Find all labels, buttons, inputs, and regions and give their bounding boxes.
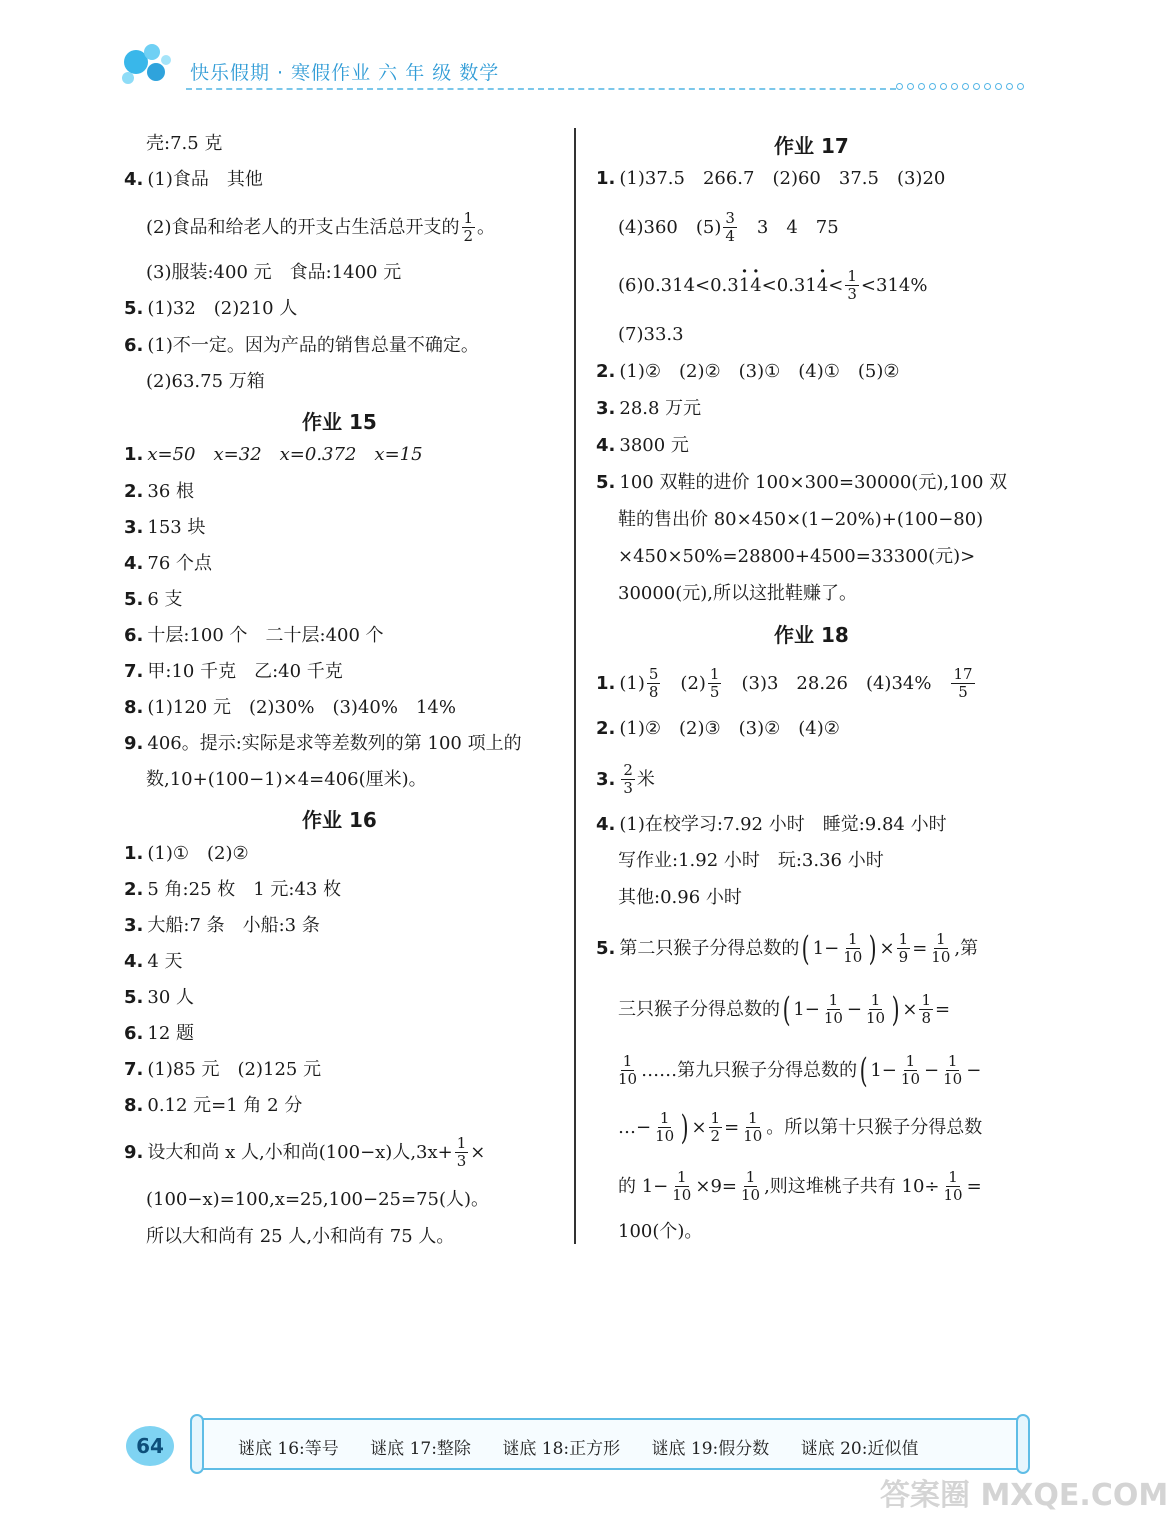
answer-line: 2. 36 根 [124, 481, 195, 502]
answer-line: (7)33.3 [618, 324, 684, 345]
answer-line: 100(个)。 [618, 1221, 703, 1242]
answer-line: 写作业:1.92 小时 玩:3.36 小时 [618, 850, 884, 871]
fraction: $\frac{1}{3}$ [456, 1134, 467, 1170]
answer-line: (6)0.314<0.3 · 1 · 4 <0.31 · 4 < 1 3 <314% [618, 268, 927, 303]
answer-line: 3. 2 3 米 [596, 761, 655, 797]
header-dots [896, 83, 1024, 90]
answer-line: 鞋的售出价 80×450×(1−20%)+(100−80) [618, 509, 984, 530]
bubbles-logo-icon [116, 40, 176, 88]
answer-line: 3. 28.8 万元 [596, 398, 702, 419]
fraction: $\frac{1}{10}$ [943, 1052, 963, 1088]
answer-line: 其他:0.96 小时 [618, 887, 742, 908]
answer-line: 4. 76 个点 [124, 553, 213, 574]
fraction: $\frac{1}{10}$ [743, 1109, 763, 1145]
column-divider [574, 128, 576, 1244]
riddle-answers [238, 1434, 944, 1459]
answer-line: 5. 第二只猴子分得总数的 ( 1− $\frac{1}{10}$ ) × $\frac{1}{9}$ = $\frac{1}{10}$ ,第 [596, 928, 979, 969]
answer-line: 1. (1) 5 8 (2) 1 5 (3)3 28.26 (4)34% 17 5 [596, 665, 973, 701]
answer-line: 30000(元),所以这批鞋赚了。 [618, 583, 858, 604]
fraction: $\frac{1}{10}$ [823, 991, 843, 1027]
fraction: 2 3 [623, 761, 633, 797]
header-title: 快乐假期 · 寒假作业 六 年 级 数学 [190, 62, 500, 84]
answer-line: 6. 十层:100 个 二十层:400 个 [124, 625, 384, 646]
section-heading-17: 作业 17 [774, 134, 849, 158]
answer-line: (2)63.75 万箱 [146, 371, 265, 392]
fraction: 17 5 [953, 665, 973, 701]
answer-line: (100−x)=100,x=25,100−25=75(人)。 [146, 1189, 490, 1210]
fraction: $\frac{1}{9}$ [898, 930, 909, 966]
answer-line: 4. (1)在校学习:7.92 小时 睡觉:9.84 小时 [596, 814, 947, 835]
answer-line: 9. 设大和尚 x 人,小和尚(100−x)人,3x+ $\frac{1}{3}$ × [124, 1134, 486, 1170]
answer-line: 所以大和尚有 25 人,小和尚有 75 人。 [146, 1226, 455, 1247]
riddle-16: 谜底 16:等号 [238, 1439, 339, 1459]
fraction: 1 5 [709, 665, 720, 701]
answer-line: …− $\frac{1}{10}$ ) × $\frac{1}{2}$ = $\frac{1}{10}$ 。所以第十只猴子分得总数 [618, 1107, 983, 1148]
answer-line: 1. (1)① (2)② [124, 843, 249, 864]
answer-line: 壳:7.5 克 [146, 133, 223, 154]
fraction: 1 10 [618, 1052, 638, 1088]
fraction: $\frac{1}{10}$ [843, 930, 863, 966]
answer-line: 8. (1)120 元 (2)30% (3)40% 14% [124, 697, 456, 718]
answer-line: 2. 5 角:25 枚 1 元:43 枚 [124, 879, 342, 900]
answer-line: 5. 30 人 [124, 987, 195, 1008]
answer-line: 5. (1)32 (2)210 人 [124, 298, 298, 319]
answer-line: 5. 100 双鞋的进价 100×300=30000(元),100 双 [596, 472, 1008, 493]
riddle-18: 谜底 18:正方形 [502, 1439, 621, 1459]
answer-line: (3)服装:400 元 食品:1400 元 [146, 262, 402, 283]
fraction: 5 8 [648, 665, 659, 701]
section-heading-15: 作业 15 [302, 410, 377, 434]
scroll-left-roll [190, 1414, 204, 1474]
answer-line: 三只猴子分得总数的 ( 1− $\frac{1}{10}$ − $\frac{1}{10}$ ) × $\frac{1}{8}$ = [618, 989, 951, 1030]
fraction: $\frac{1}{2}$ [710, 1109, 721, 1145]
answer-line: (2)食品和给老人的开支占生活总开支的 1 2 。 [146, 209, 496, 245]
section-heading-18: 作业 18 [774, 623, 849, 647]
section-heading-16: 作业 16 [302, 808, 377, 832]
watermark: 答案圈 MXQE.COM [880, 1478, 1168, 1513]
answer-line: 5. 6 支 [124, 589, 183, 610]
header-divider [186, 88, 896, 90]
riddle-17: 谜底 17:整除 [370, 1439, 471, 1459]
fraction: $\frac{1}{10}$ [655, 1109, 675, 1145]
fraction: $\frac{1}{10}$ [931, 930, 951, 966]
answer-line: 8. 0.12 元=1 角 2 分 [124, 1095, 303, 1116]
answer-line: 1 10 ……第九只猴子分得总数的 ( 1− $\frac{1}{10}$ − $\frac{1}{10}$ − [618, 1050, 982, 1091]
answer-line: 4. 4 天 [124, 951, 183, 972]
fraction: $\frac{1}{8}$ [921, 991, 931, 1027]
answer-line: 3. 153 块 [124, 517, 206, 538]
fraction: $\frac{1}{10}$ [740, 1168, 761, 1204]
answer-line: 1. x=50 x=32 x=0.372 x=15 [124, 444, 423, 465]
fraction: $\frac{1}{10}$ [943, 1168, 963, 1204]
riddle-19: 谜底 19:假分数 [651, 1439, 770, 1459]
answer-line: 的 1− $\frac{1}{10}$ ×9= $\frac{1}{10}$ ,则这堆桃子共有 10÷ $\frac{1}{10}$ = [618, 1168, 982, 1204]
answer-line: 6. 12 题 [124, 1023, 195, 1044]
answer-line: (4)360 (5) 3 4 3 4 75 [618, 209, 839, 245]
page-number: 64 [126, 1426, 174, 1466]
answer-line: 4. 3800 元 [596, 435, 689, 456]
answer-line: 7. (1)85 元 (2)125 元 [124, 1059, 322, 1080]
answer-line: 7. 甲:10 千克 乙:40 千克 [124, 661, 343, 682]
fraction: $\frac{1}{10}$ [672, 1168, 692, 1204]
answer-line: 2. (1)② (2)② (3)① (4)① (5)② [596, 361, 900, 382]
answer-line: 4. (1)食品 其他 [124, 169, 263, 190]
answer-line: 6. (1)不一定。因为产品的销售总量不确定。 [124, 335, 479, 356]
answer-line: 1. (1)37.5 266.7 (2)60 37.5 (3)20 [596, 168, 946, 189]
answer-line: 数,10+(100−1)×4=406(厘米)。 [146, 769, 427, 790]
fraction: 1 3 [847, 267, 857, 303]
scroll-right-roll [1016, 1414, 1030, 1474]
fraction: 3 4 [725, 209, 735, 245]
answer-line: 3. 大船:7 条 小船:3 条 [124, 915, 320, 936]
fraction: $\frac{1}{10}$ [900, 1052, 920, 1088]
fraction: $\frac{1}{10}$ [866, 991, 886, 1027]
answer-line: 2. (1)② (2)③ (3)② (4)② [596, 718, 840, 739]
riddle-20: 谜底 20:近似值 [800, 1439, 919, 1459]
answer-line: 9. 406。提示:实际是求等差数列的第 100 项上的 [124, 733, 522, 754]
answer-line: ×450×50%=28800+4500=33300(元)> [618, 546, 976, 567]
fraction: 1 2 [463, 209, 474, 245]
